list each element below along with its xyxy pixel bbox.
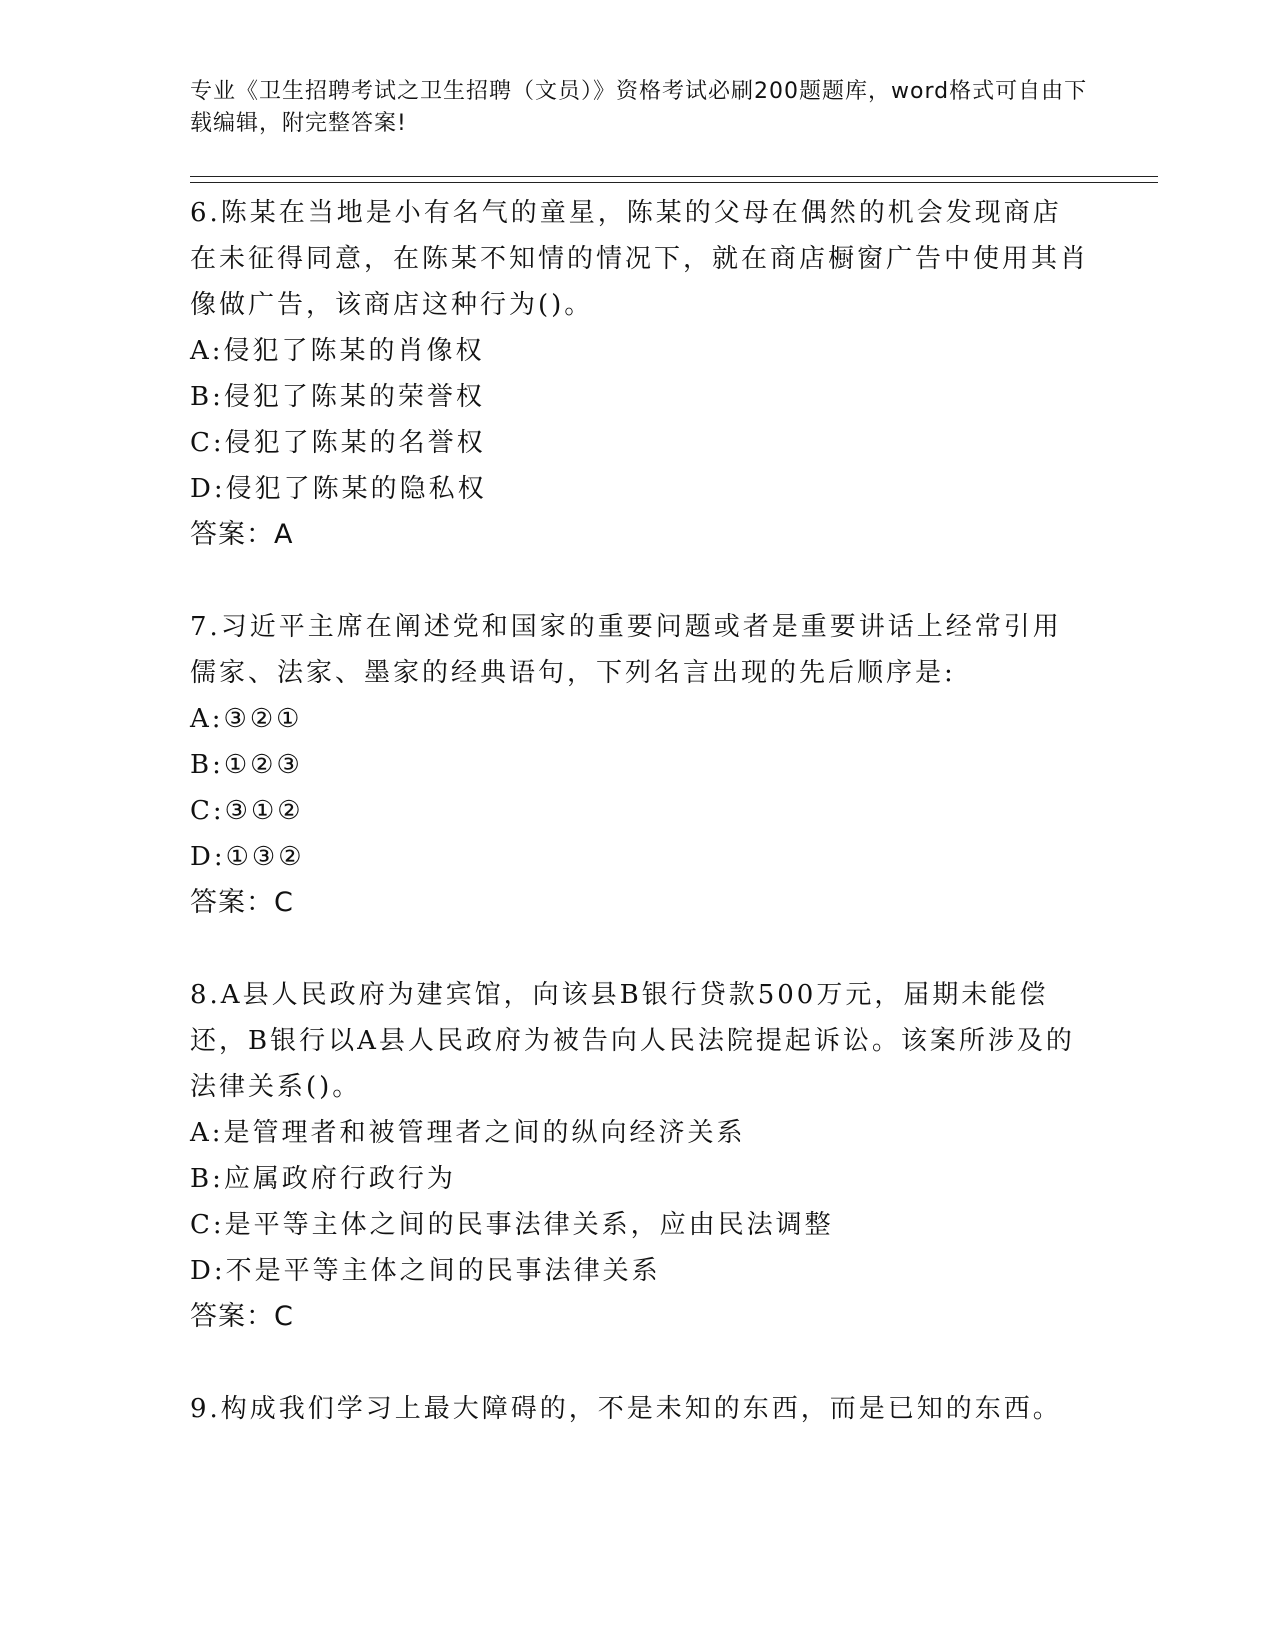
question-9 — [190, 1386, 1090, 1432]
option-a: A:侵犯了陈某的肖像权 — [190, 336, 485, 366]
option-b: B:应属政府行政行为 — [190, 1164, 456, 1194]
header-text: 专业《卫生招聘考试之卫生招聘（文员）》资格考试必刷200题题库，word格式可自由下载编辑，附完整答案! — [190, 79, 1088, 136]
answer-line: 答案：C — [190, 887, 294, 918]
header-divider-top — [190, 176, 1158, 177]
option-d: D:①③② — [190, 842, 305, 872]
answer-line: 答案：A — [190, 519, 294, 550]
spacer — [190, 558, 1090, 604]
question-stem: 8.A县人民政府为建宾馆，向该县B银行贷款500万元，届期未能偿还，B银行以A县人民政府为被告向人民法院提起诉讼。该案所涉及的法律关系()。 — [190, 980, 1075, 1102]
option-b: B:侵犯了陈某的荣誉权 — [190, 382, 485, 412]
question-stem: 9.构成我们学习上最大障碍的，不是未知的东西，而是已知的东西。 — [190, 1394, 1062, 1424]
question-6 — [190, 190, 1090, 558]
spacer — [190, 926, 1090, 972]
option-c: C:是平等主体之间的民事法律关系，应由民法调整 — [190, 1210, 834, 1240]
document-header — [190, 76, 1090, 140]
option-b: B:①②③ — [190, 750, 303, 780]
option-a: A:③②① — [190, 704, 303, 734]
question-list — [190, 190, 1090, 1432]
option-a: A:是管理者和被管理者之间的纵向经济关系 — [190, 1118, 746, 1148]
spacer — [190, 1340, 1090, 1386]
question-stem: 7.习近平主席在阐述党和国家的重要问题或者是重要讲话上经常引用儒家、法家、墨家的经典语句，下列名言出现的先后顺序是: — [190, 612, 1062, 688]
option-c: C:侵犯了陈某的名誉权 — [190, 428, 486, 458]
question-7 — [190, 604, 1090, 926]
question-8 — [190, 972, 1090, 1340]
header-divider-bottom — [190, 182, 1158, 183]
option-d: D:侵犯了陈某的隐私权 — [190, 474, 487, 504]
answer-line: 答案：C — [190, 1301, 294, 1332]
question-stem: 6.陈某在当地是小有名气的童星，陈某的父母在偶然的机会发现商店在未征得同意，在陈某不知情的情况下，就在商店橱窗广告中使用其肖像做广告，该商店这种行为()。 — [190, 198, 1090, 320]
option-d: D:不是平等主体之间的民事法律关系 — [190, 1256, 661, 1286]
option-c: C:③①② — [190, 796, 304, 826]
